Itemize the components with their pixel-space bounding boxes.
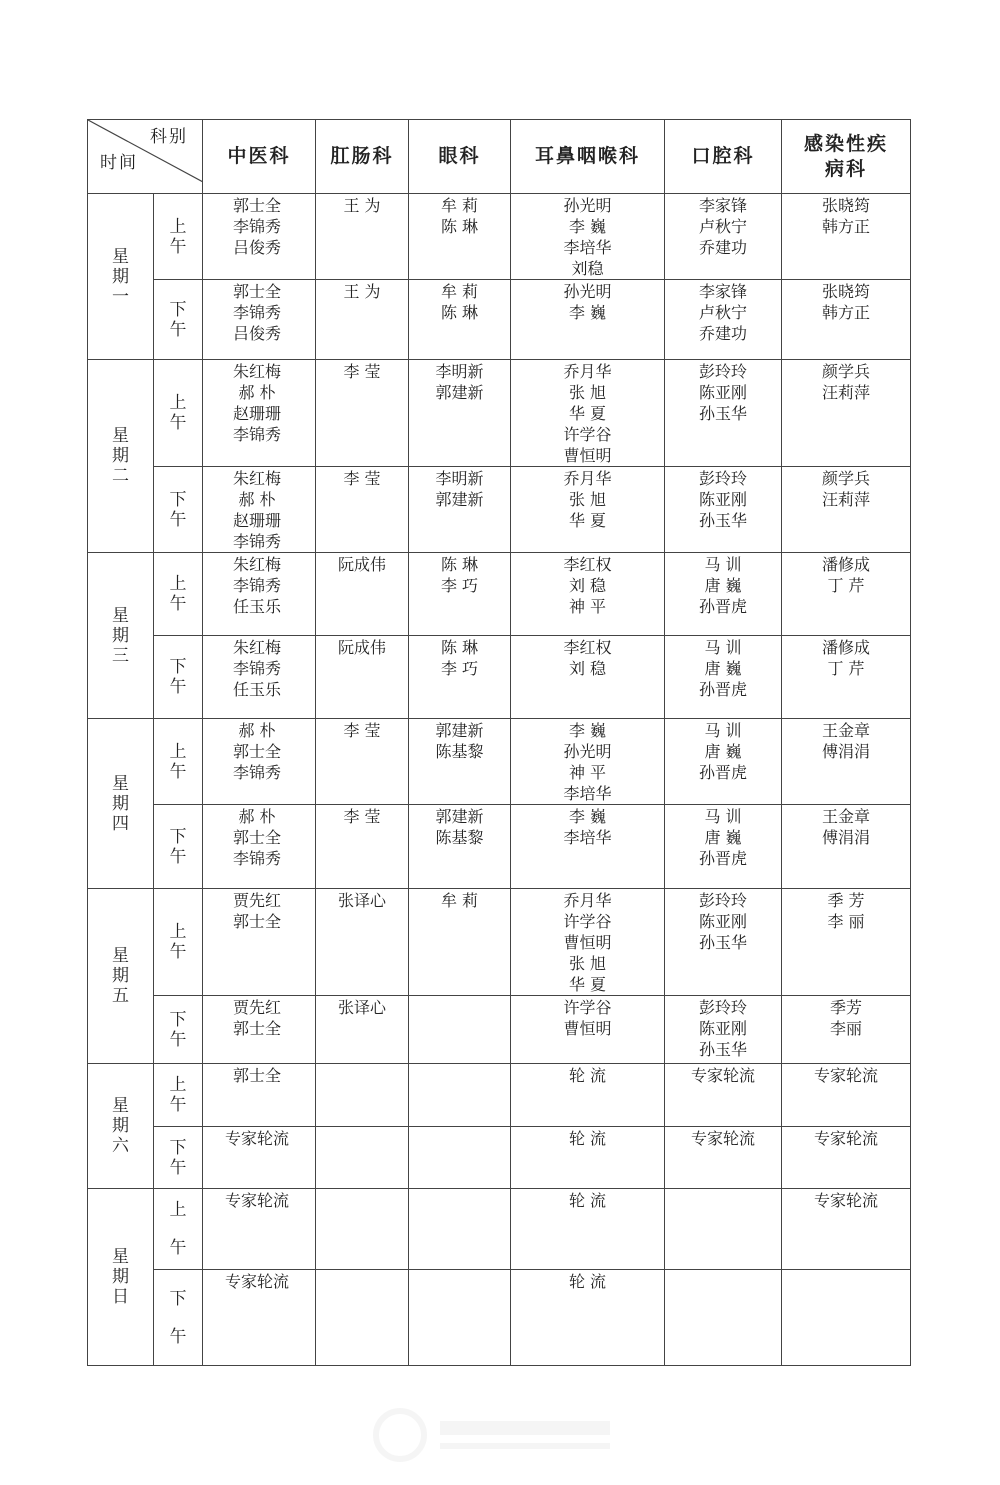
doctor-name: 王金章	[821, 807, 870, 826]
doctor-name: 贾先红	[232, 891, 281, 910]
cell-ent	[511, 805, 665, 889]
doctor-name: 马 训	[704, 555, 742, 574]
doctor-name: 郭士全	[232, 1066, 281, 1085]
cell-anorectal	[316, 553, 409, 636]
doctor-name: 彭玲玲	[698, 469, 747, 488]
doctor-name: 许学谷	[563, 425, 612, 444]
cell-infectious	[782, 467, 911, 553]
doctor-name: 傅涓涓	[821, 828, 870, 847]
doctor-name: 任玉乐	[232, 597, 281, 616]
doctor-name: 轮 流	[568, 1272, 607, 1291]
day-label: 星 期 日	[88, 1189, 154, 1366]
doctor-name: 孙玉华	[698, 933, 747, 952]
doctor-name: 韩方正	[821, 217, 870, 236]
doctor-name: 傅涓涓	[821, 742, 870, 761]
cell-ophthalmology	[409, 719, 511, 805]
header-infectious-label: 感染性疾病科	[803, 132, 888, 180]
doctor-name: 季 芳	[827, 891, 865, 910]
doctor-name: 乔建功	[698, 238, 747, 257]
doctor-name: 赵珊珊	[232, 511, 281, 530]
doctor-name: 唐 巍	[704, 659, 742, 678]
doctor-name: 孙玉华	[698, 404, 747, 423]
doctor-name: 孙晋虎	[698, 597, 747, 616]
doctor-name: 郭建新	[435, 807, 484, 826]
doctor-name: 专家轮流	[813, 1129, 878, 1148]
doctor-name: 郝 朴	[238, 383, 276, 402]
doctor-name: 颜学兵	[821, 362, 870, 381]
doctor-name: 乔月华	[563, 891, 612, 910]
cell-tcm	[203, 996, 316, 1064]
doctor-name: 轮 流	[568, 1191, 607, 1210]
cell-ophthalmology	[409, 467, 511, 553]
schedule-row	[88, 360, 911, 467]
doctor-name: 李锦秀	[232, 576, 281, 595]
cell-infectious	[782, 1270, 911, 1366]
doctor-name: 卢秋宁	[698, 217, 747, 236]
doctor-name: 李明新	[435, 362, 484, 381]
period-label: 上 午	[154, 889, 203, 996]
cell-stomatology	[665, 805, 782, 889]
doctor-name: 朱红梅	[232, 638, 281, 657]
watermark-logo	[370, 1405, 630, 1465]
cell-anorectal	[316, 1189, 409, 1270]
doctor-name: 牟 莉	[440, 196, 479, 215]
cell-ent	[511, 636, 665, 719]
cell-tcm	[203, 1189, 316, 1270]
cell-anorectal	[316, 889, 409, 996]
doctor-name: 郭士全	[232, 196, 281, 215]
doctor-name: 孙光明	[563, 742, 612, 761]
cell-ent	[511, 889, 665, 996]
cell-ent	[511, 360, 665, 467]
schedule-row	[88, 636, 911, 719]
doctor-name: 乔月华	[563, 362, 612, 381]
doctor-name: 朱红梅	[232, 362, 281, 381]
doctor-name: 张 旭	[568, 383, 607, 402]
cell-ophthalmology	[409, 1270, 511, 1366]
doctor-name: 张 旭	[568, 954, 607, 973]
day-label: 星 期 二	[88, 360, 154, 553]
cell-stomatology	[665, 1270, 782, 1366]
cell-stomatology	[665, 360, 782, 467]
cell-infectious	[782, 996, 911, 1064]
doctor-name: 乔建功	[698, 324, 747, 343]
cell-tcm	[203, 805, 316, 889]
doctor-name: 刘 稳	[568, 576, 607, 595]
doctor-name: 潘修成	[821, 555, 870, 574]
cell-tcm	[203, 1127, 316, 1189]
cell-ophthalmology	[409, 805, 511, 889]
doctor-name: 彭玲玲	[698, 362, 747, 381]
schedule-row	[88, 1270, 911, 1366]
cell-tcm	[203, 194, 316, 280]
schedule-row	[88, 719, 911, 805]
schedule-row	[88, 889, 911, 996]
doctor-name: 李锦秀	[232, 763, 281, 782]
doctor-name: 张译心	[337, 998, 386, 1017]
schedule-row	[88, 1127, 911, 1189]
doctor-name: 马 训	[704, 638, 742, 657]
cell-tcm	[203, 636, 316, 719]
day-label: 星 期 三	[88, 553, 154, 719]
cell-anorectal	[316, 360, 409, 467]
doctor-name: 陈亚刚	[698, 1019, 747, 1038]
doctor-name: 神 平	[568, 763, 607, 782]
schedule-row	[88, 1064, 911, 1127]
cell-ent	[511, 1127, 665, 1189]
day-label: 星 期 一	[88, 194, 154, 360]
doctor-name: 陈基黎	[435, 742, 484, 761]
cell-stomatology	[665, 996, 782, 1064]
cell-ent	[511, 467, 665, 553]
doctor-name: 李锦秀	[232, 217, 281, 236]
cell-stomatology	[665, 553, 782, 636]
doctor-name: 李 莹	[343, 721, 381, 740]
doctor-name: 彭玲玲	[698, 998, 747, 1017]
period-label: 上 午	[154, 360, 203, 467]
doctor-name: 孙晋虎	[698, 680, 747, 699]
doctor-name: 贾先红	[232, 998, 281, 1017]
schedule-body	[88, 194, 911, 1366]
doctor-name: 丁 芹	[827, 576, 865, 595]
cell-ophthalmology	[409, 194, 511, 280]
cell-anorectal	[316, 1127, 409, 1189]
doctor-name: 轮 流	[568, 1129, 607, 1148]
day-label: 星 期 四	[88, 719, 154, 889]
doctor-name: 李锦秀	[232, 303, 281, 322]
doctor-name: 专家轮流	[690, 1129, 755, 1148]
doctor-name: 刘 稳	[568, 659, 607, 678]
doctor-name: 郭建新	[435, 721, 484, 740]
doctor-name: 牟 莉	[440, 891, 479, 910]
doctor-name: 郭士全	[232, 828, 281, 847]
cell-anorectal	[316, 636, 409, 719]
doctor-name: 郭士全	[232, 742, 281, 761]
period-label: 下 午	[154, 805, 203, 889]
cell-anorectal	[316, 996, 409, 1064]
period-label: 下 午	[154, 1127, 203, 1189]
doctor-name: 李锦秀	[232, 425, 281, 444]
doctor-name: 李家锋	[698, 282, 747, 301]
doctor-name: 王 为	[343, 196, 381, 215]
period-label: 下 午	[154, 996, 203, 1064]
cell-infectious	[782, 1189, 911, 1270]
cell-tcm	[203, 467, 316, 553]
doctor-name: 陈亚刚	[698, 912, 747, 931]
doctor-name: 唐 巍	[704, 576, 742, 595]
doctor-name: 朱红梅	[232, 469, 281, 488]
cell-stomatology	[665, 719, 782, 805]
doctor-name: 潘修成	[821, 638, 870, 657]
doctor-name: 李培华	[563, 828, 612, 847]
doctor-name: 唐 巍	[704, 828, 742, 847]
doctor-name: 陈 琳	[440, 555, 479, 574]
doctor-name: 李 巍	[568, 721, 607, 740]
doctor-name: 专家轮流	[813, 1066, 878, 1085]
corner-header	[88, 120, 203, 194]
doctor-name: 李 莹	[343, 362, 381, 381]
doctor-name: 陈 琳	[440, 303, 479, 322]
doctor-name: 李 莹	[343, 807, 381, 826]
doctor-name: 郭建新	[435, 383, 484, 402]
doctor-name: 李 巍	[568, 303, 607, 322]
cell-anorectal	[316, 719, 409, 805]
doctor-name: 陈亚刚	[698, 490, 747, 509]
doctor-name: 阮成伟	[337, 638, 386, 657]
doctor-name: 孙晋虎	[698, 849, 747, 868]
doctor-name: 张晓筠	[821, 196, 870, 215]
cell-ophthalmology	[409, 360, 511, 467]
doctor-name: 李培华	[563, 238, 612, 257]
cell-stomatology	[665, 467, 782, 553]
doctor-name: 任玉乐	[232, 680, 281, 699]
corner-label-time: 时间	[100, 153, 138, 173]
cell-infectious	[782, 194, 911, 280]
doctor-name: 彭玲玲	[698, 891, 747, 910]
doctor-name: 郝 朴	[238, 721, 276, 740]
doctor-name: 许学谷	[563, 998, 612, 1017]
cell-ophthalmology	[409, 996, 511, 1064]
doctor-name: 吕俊秀	[232, 238, 281, 257]
day-label: 星 期 六	[88, 1064, 154, 1189]
period-label: 下 午	[154, 1270, 203, 1366]
doctor-name: 李培华	[563, 784, 612, 803]
doctor-name: 陈 琳	[440, 638, 479, 657]
doctor-name: 赵珊珊	[232, 404, 281, 423]
period-label: 上 午	[154, 1064, 203, 1127]
doctor-name: 马 训	[704, 721, 742, 740]
doctor-name: 华 夏	[568, 975, 607, 994]
cell-infectious	[782, 636, 911, 719]
doctor-name: 李锦秀	[232, 659, 281, 678]
doctor-name: 张译心	[337, 891, 386, 910]
header-ent: 耳鼻咽喉科	[511, 120, 665, 194]
doctor-name: 专家轮流	[224, 1191, 289, 1210]
cell-ophthalmology	[409, 280, 511, 360]
doctor-name: 郭建新	[435, 490, 484, 509]
doctor-name: 许学谷	[563, 912, 612, 931]
doctor-name: 朱红梅	[232, 555, 281, 574]
cell-ent	[511, 280, 665, 360]
doctor-name: 孙光明	[563, 196, 612, 215]
header-tcm: 中医科	[203, 120, 316, 194]
doctor-name: 汪莉萍	[821, 383, 870, 402]
doctor-name: 轮 流	[568, 1066, 607, 1085]
cell-ent	[511, 1064, 665, 1127]
doctor-name: 陈 琳	[440, 217, 479, 236]
doctor-name: 孙光明	[563, 282, 612, 301]
cell-stomatology	[665, 1127, 782, 1189]
period-label: 上 午	[154, 1189, 203, 1270]
doctor-name: 刘稳	[571, 259, 604, 278]
doctor-name: 郭士全	[232, 282, 281, 301]
cell-infectious	[782, 889, 911, 996]
cell-ent	[511, 996, 665, 1064]
period-label: 上 午	[154, 194, 203, 280]
doctor-name: 卢秋宁	[698, 303, 747, 322]
cell-stomatology	[665, 1064, 782, 1127]
cell-anorectal	[316, 1064, 409, 1127]
doctor-name: 颜学兵	[821, 469, 870, 488]
cell-infectious	[782, 719, 911, 805]
doctor-name: 王金章	[821, 721, 870, 740]
doctor-name: 张 旭	[568, 490, 607, 509]
cell-infectious	[782, 360, 911, 467]
schedule-row	[88, 805, 911, 889]
schedule-row	[88, 467, 911, 553]
doctor-name: 马 训	[704, 807, 742, 826]
cell-anorectal	[316, 280, 409, 360]
doctor-name: 李红权	[563, 555, 612, 574]
cell-ophthalmology	[409, 553, 511, 636]
doctor-name: 汪莉萍	[821, 490, 870, 509]
cell-ophthalmology	[409, 1127, 511, 1189]
doctor-name: 孙玉华	[698, 1040, 747, 1059]
doctor-name: 李锦秀	[232, 849, 281, 868]
doctor-name: 郝 朴	[238, 807, 276, 826]
cell-tcm	[203, 360, 316, 467]
cell-infectious	[782, 805, 911, 889]
schedule-row	[88, 1189, 911, 1270]
doctor-name: 曹恒明	[563, 1019, 612, 1038]
doctor-name: 陈基黎	[435, 828, 484, 847]
doctor-name: 华 夏	[568, 404, 607, 423]
cell-tcm	[203, 1064, 316, 1127]
cell-tcm	[203, 1270, 316, 1366]
doctor-name: 孙晋虎	[698, 763, 747, 782]
doctor-name: 季芳	[829, 998, 862, 1017]
cell-infectious	[782, 1127, 911, 1189]
doctor-name: 专家轮流	[224, 1272, 289, 1291]
doctor-name: 乔月华	[563, 469, 612, 488]
cell-ent	[511, 719, 665, 805]
header-infectious	[782, 120, 911, 194]
doctor-name: 曹恒明	[563, 933, 612, 952]
period-label: 下 午	[154, 280, 203, 360]
doctor-name: 李锦秀	[232, 532, 281, 551]
cell-anorectal	[316, 805, 409, 889]
cell-anorectal	[316, 1270, 409, 1366]
cell-infectious	[782, 1064, 911, 1127]
cell-ophthalmology	[409, 636, 511, 719]
cell-infectious	[782, 553, 911, 636]
doctor-name: 专家轮流	[224, 1129, 289, 1148]
doctor-name: 李 丽	[827, 912, 865, 931]
doctor-name: 郭士全	[232, 912, 281, 931]
cell-stomatology	[665, 194, 782, 280]
doctor-name: 丁 芹	[827, 659, 865, 678]
cell-stomatology	[665, 280, 782, 360]
doctor-name: 李 巍	[568, 807, 607, 826]
cell-ophthalmology	[409, 1189, 511, 1270]
doctor-name: 吕俊秀	[232, 324, 281, 343]
day-label: 星 期 五	[88, 889, 154, 1064]
doctor-name: 华 夏	[568, 511, 607, 530]
doctor-name: 专家轮流	[813, 1191, 878, 1210]
cell-tcm	[203, 719, 316, 805]
header-stomatology: 口腔科	[665, 120, 782, 194]
doctor-name: 孙玉华	[698, 511, 747, 530]
doctor-name: 李丽	[829, 1019, 862, 1038]
doctor-name: 唐 巍	[704, 742, 742, 761]
doctor-name: 李 巧	[440, 659, 479, 678]
header-ophthalmology: 眼科	[409, 120, 511, 194]
cell-ent	[511, 194, 665, 280]
doctor-name: 神 平	[568, 597, 607, 616]
cell-anorectal	[316, 194, 409, 280]
doctor-name: 李 巧	[440, 576, 479, 595]
schedule-row	[88, 996, 911, 1064]
doctor-name: 韩方正	[821, 303, 870, 322]
cell-tcm	[203, 889, 316, 996]
cell-stomatology	[665, 889, 782, 996]
cell-ent	[511, 1189, 665, 1270]
doctor-name: 阮成伟	[337, 555, 386, 574]
cell-ent	[511, 553, 665, 636]
period-label: 下 午	[154, 467, 203, 553]
cell-tcm	[203, 553, 316, 636]
doctor-name: 郝 朴	[238, 490, 276, 509]
header-anorectal: 肛肠科	[316, 120, 409, 194]
doctor-name: 陈亚刚	[698, 383, 747, 402]
cell-stomatology	[665, 1189, 782, 1270]
cell-infectious	[782, 280, 911, 360]
cell-ophthalmology	[409, 889, 511, 996]
doctor-name: 李 莹	[343, 469, 381, 488]
doctor-name: 专家轮流	[690, 1066, 755, 1085]
doctor-name: 李 巍	[568, 217, 607, 236]
period-label: 下 午	[154, 636, 203, 719]
schedule-row	[88, 553, 911, 636]
doctor-name: 郭士全	[232, 1019, 281, 1038]
schedule-row	[88, 194, 911, 280]
doctor-name: 李家锋	[698, 196, 747, 215]
doctor-name: 张晓筠	[821, 282, 870, 301]
doctor-name: 王 为	[343, 282, 381, 301]
schedule-table	[87, 119, 911, 1366]
doctor-name: 曹恒明	[563, 446, 612, 465]
doctor-name: 李明新	[435, 469, 484, 488]
cell-ophthalmology	[409, 1064, 511, 1127]
schedule-row	[88, 280, 911, 360]
cell-ent	[511, 1270, 665, 1366]
cell-tcm	[203, 280, 316, 360]
period-label: 上 午	[154, 719, 203, 805]
doctor-name: 李红权	[563, 638, 612, 657]
cell-stomatology	[665, 636, 782, 719]
period-label: 上 午	[154, 553, 203, 636]
doctor-name: 牟 莉	[440, 282, 479, 301]
corner-label-department: 科别	[150, 127, 188, 147]
cell-anorectal	[316, 467, 409, 553]
